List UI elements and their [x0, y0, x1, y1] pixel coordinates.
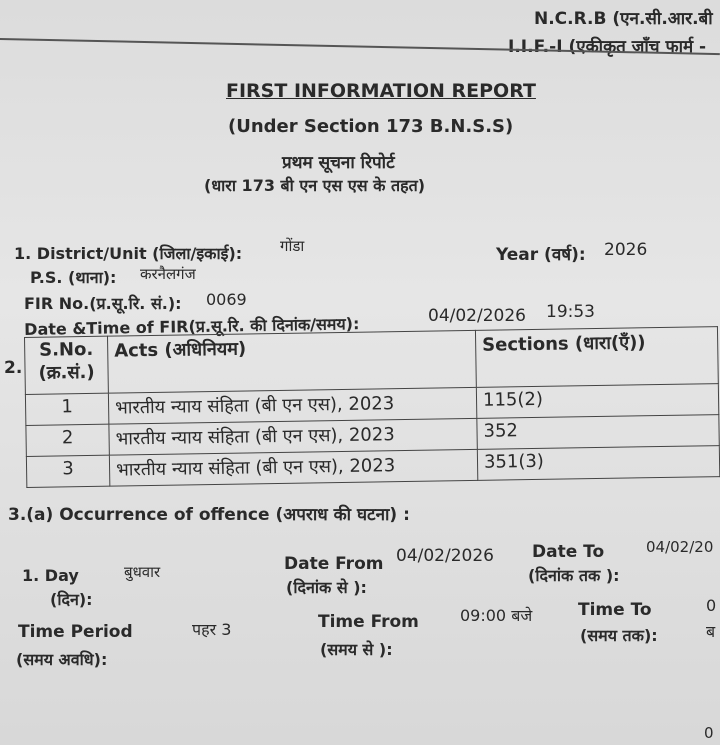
row-act: भारतीय न्याय संहिता (बी एन एस), 2023: [109, 418, 477, 455]
report-section-hindi: (धारा 173 बी एन एस एस के तहत): [204, 176, 426, 195]
time-from-label: Time From: [318, 612, 419, 632]
row-act: भारतीय न्याय संहिता (बी एन एस), 2023: [109, 449, 477, 486]
time-to-label: Time To: [578, 600, 652, 620]
time-from-hindi: (समय से ):: [320, 640, 393, 659]
district-value: गोंडा: [280, 237, 305, 255]
sno-header-label: S.No.: [38, 338, 94, 361]
fir-no-label: FIR No.(प्र.सू.रि. सं.):: [24, 294, 182, 313]
sections-header: Sections (धारा(एँ)): [475, 327, 718, 388]
time-to-hindi: (समय तक):: [580, 626, 658, 645]
ps-value: करनैलगंज: [140, 265, 196, 283]
bottom-edge-text: 0: [704, 724, 714, 742]
time-period-hindi: (समय अवधि):: [16, 650, 108, 669]
sno-header-hindi: (क्र.सं.): [38, 361, 95, 384]
fir-time-value: 19:53: [546, 302, 595, 322]
date-from-hindi: (दिनांक से ):: [286, 578, 367, 597]
date-from-label: Date From: [284, 554, 384, 574]
ps-label: P.S. (थाना):: [30, 268, 117, 287]
row-section: 351(3): [477, 446, 719, 481]
fir-no-value: 0069: [206, 290, 247, 309]
date-to-value: 04/02/20: [646, 538, 714, 556]
report-title: FIRST INFORMATION REPORT: [226, 80, 536, 102]
row-section: 115(2): [476, 384, 718, 419]
row-sno: 1: [25, 393, 108, 425]
row-sno: 2: [26, 424, 109, 456]
fir-datetime-label: Date &Time of FIR(प्र.सू.रि. की दिनांक/समय):: [24, 314, 360, 339]
acts-header: Acts (अधिनियम): [107, 330, 476, 393]
date-to-label: Date To: [532, 542, 605, 562]
row-section: 352: [477, 415, 719, 450]
time-period-label: Time Period: [18, 622, 133, 642]
row-sno: 3: [26, 455, 109, 487]
year-label: Year (वर्ष):: [496, 245, 586, 265]
iif-header: I.I.F.-I (एकीकृत जाँच फार्म -: [508, 37, 707, 57]
acts-table: [24, 326, 720, 488]
year-value: 2026: [604, 240, 648, 260]
report-title-hindi: प्रथम सूचना रिपोर्ट: [282, 153, 395, 173]
day-value: बुधवार: [124, 563, 161, 581]
date-from-value: 04/02/2026: [396, 546, 494, 566]
time-period-value: पहर 3: [192, 620, 232, 639]
row-act: भारतीय न्याय संहिता (बी एन एस), 2023: [108, 387, 476, 424]
occurrence-heading: 3.(a) Occurrence of offence (अपराध की घटना) :: [8, 505, 410, 525]
acts-section-number: 2.: [4, 358, 23, 378]
sno-header: [25, 336, 109, 394]
time-to-value-2: ब: [706, 622, 716, 641]
time-from-value: 09:00 बजे: [460, 606, 533, 625]
time-to-value: 0: [706, 596, 717, 615]
report-section: (Under Section 173 B.N.S.S): [228, 116, 514, 137]
ncrb-header: N.C.R.B (एन.सी.आर.बी: [534, 9, 713, 29]
fir-date-value: 04/02/2026: [428, 306, 526, 326]
day-label: 1. Day: [22, 566, 79, 585]
date-to-hindi: (दिनांक तक ):: [528, 566, 620, 585]
day-label-hindi: (दिन):: [50, 590, 93, 609]
district-label: 1. District/Unit (जिला/इकाई):: [14, 244, 243, 263]
